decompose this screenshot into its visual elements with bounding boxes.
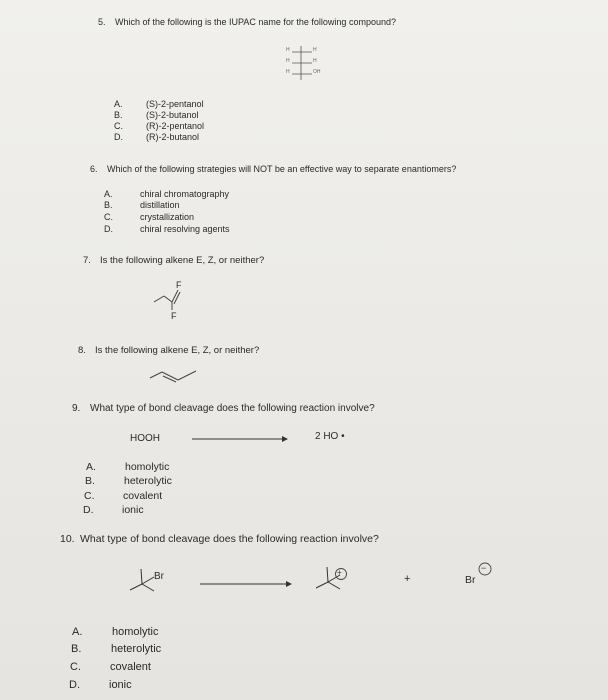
q5-option-d-letter: D. (114, 132, 123, 142)
q9-text: What type of bond cleavage does the following reaction involve? (90, 403, 375, 414)
q9-product: 2 HO • (315, 431, 345, 442)
q6-option-d-letter: D. (104, 224, 113, 234)
q10-option-a-letter: A. (72, 626, 83, 638)
q6-option-b-text: distillation (140, 200, 180, 210)
q10-number: 10. (60, 533, 75, 545)
q9-option-b-text: heterolytic (124, 475, 172, 487)
q7-text: Is the following alkene E, Z, or neither? (100, 255, 265, 266)
q5-option-b-text: (S)-2-butanol (146, 110, 199, 120)
q9-number: 9. (72, 403, 81, 414)
q10-option-b-letter: B. (71, 643, 82, 655)
q9-option-a-letter: A. (86, 461, 96, 473)
q9-reaction-arrow (190, 433, 290, 445)
q10-cation-charge: + (337, 568, 342, 577)
q5-struct-label-1: H (286, 47, 290, 53)
q10-option-d-text: ionic (109, 679, 132, 691)
q9-reactant: HOOH (130, 433, 160, 444)
q6-option-c-letter: C. (104, 212, 113, 222)
q5-option-d-text: (R)-2-butanol (146, 132, 200, 142)
q5-struct-label-2: H (313, 47, 317, 53)
q10-anion-charge: − (481, 563, 487, 573)
q5-text: Which of the following is the IUPAC name for the following compound? (115, 17, 396, 27)
q10-option-a-text: homolytic (112, 626, 159, 638)
q10-option-d-letter: D. (69, 679, 80, 691)
q9-option-c-letter: C. (84, 490, 95, 502)
q6-option-c-text: crystallization (140, 212, 195, 222)
q9-option-a-text: homolytic (125, 461, 170, 473)
q10-bromide-anion: Br (465, 574, 476, 586)
q8-text: Is the following alkene E, Z, or neither? (95, 345, 260, 356)
q5-option-a-text: (S)-2-pentanol (146, 99, 204, 109)
q7-fluorine-top: F (176, 280, 182, 290)
q5-struct-label-6: OH (313, 69, 321, 75)
q7-fluorine-bottom: F (171, 311, 177, 321)
q6-text: Which of the following strategies will NOT be an effective way to separate enantiomers? (107, 164, 457, 174)
q10-tert-butyl-cation (314, 562, 348, 594)
q10-text: What type of bond cleavage does the following reaction involve? (80, 533, 379, 545)
q5-struct-label-4: H (313, 58, 317, 64)
q8-number: 8. (78, 345, 86, 356)
q6-option-a-letter: A. (104, 189, 113, 199)
q5-struct-label-3: H (286, 58, 290, 64)
q10-option-b-text: heterolytic (111, 643, 162, 655)
q6-number: 6. (90, 164, 98, 174)
q5-number: 5. (98, 17, 106, 27)
q5-option-a-letter: A. (114, 99, 123, 109)
q9-option-d-text: ionic (122, 504, 144, 516)
q10-plus-sign: + (404, 573, 411, 585)
q10-option-c-letter: C. (70, 661, 81, 673)
q8-alkene-structure (148, 364, 204, 386)
q10-reactant-br: Br (154, 571, 164, 582)
q6-option-d-text: chiral resolving agents (140, 224, 230, 234)
q10-reaction-arrow (198, 578, 294, 590)
q9-option-b-letter: B. (85, 475, 95, 487)
q6-option-a-text: chiral chromatography (140, 189, 230, 199)
q6-option-b-letter: B. (104, 200, 113, 210)
q10-option-c-text: covalent (110, 661, 151, 673)
q5-option-c-letter: C. (114, 121, 123, 131)
q5-struct-label-5: H (286, 69, 290, 75)
q7-number: 7. (83, 255, 91, 266)
q9-option-c-text: covalent (123, 490, 163, 502)
q9-option-d-letter: D. (83, 504, 94, 516)
q5-option-b-letter: B. (114, 110, 123, 120)
q5-option-c-text: (R)-2-pentanol (146, 121, 205, 131)
